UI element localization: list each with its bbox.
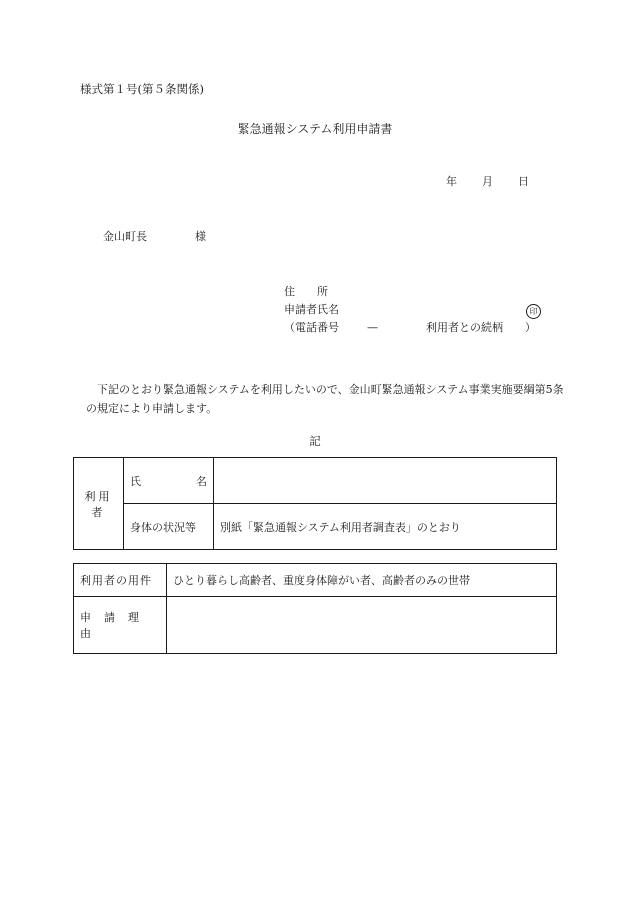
date-line <box>446 176 529 187</box>
seal-mark: 印 <box>526 304 541 319</box>
addressee-honorific: 様 <box>195 230 206 243</box>
user-table <box>73 457 557 550</box>
document-title: 緊急通報システム利用申請書 <box>237 122 393 136</box>
user-condition-label: 身体の状況等 <box>124 504 214 550</box>
phone-dash: — <box>367 321 378 334</box>
reason-label: 申 請 理 由 <box>74 597 167 654</box>
requirement-value: ひとり暮らし高齢者、重度身体障がい者、高齢者のみの世帯 <box>167 564 557 597</box>
applicant-name-row <box>284 304 536 322</box>
user-name-field[interactable] <box>214 458 557 504</box>
user-group-label: 利用者 <box>74 458 124 550</box>
form-number: 様式第１号(第５条関係) <box>80 82 204 96</box>
addressee-name: 金山町長 <box>103 230 147 243</box>
date-day: 日 <box>518 175 529 188</box>
applicant-phone-row <box>284 322 536 340</box>
phone-label: （電話番号 <box>284 321 339 334</box>
date-month: 月 <box>482 175 493 188</box>
address-label: 住 所 <box>284 285 328 298</box>
purpose-table <box>73 563 557 654</box>
requirement-label: 利用者の用件 <box>74 564 167 597</box>
close-paren: ） <box>525 321 536 334</box>
applicant-address-row <box>284 286 536 304</box>
applicant-block <box>284 286 536 340</box>
user-condition-value: 別紙「緊急通報システム利用者調査表」のとおり <box>214 504 557 550</box>
record-heading: 記 <box>309 434 321 448</box>
user-name-label: 氏 名 <box>124 458 214 504</box>
addressee <box>103 231 206 242</box>
applicant-name-label: 申請者氏名 <box>284 303 339 316</box>
relation-label: 利用者との続柄 <box>426 321 503 334</box>
date-year: 年 <box>446 175 457 188</box>
reason-field[interactable] <box>167 597 557 654</box>
body-text: 下記のとおり緊急通報システムを利用したいので、金山町緊急通報システム事業実施要綱第5条の規定により申請します。 <box>86 383 564 415</box>
